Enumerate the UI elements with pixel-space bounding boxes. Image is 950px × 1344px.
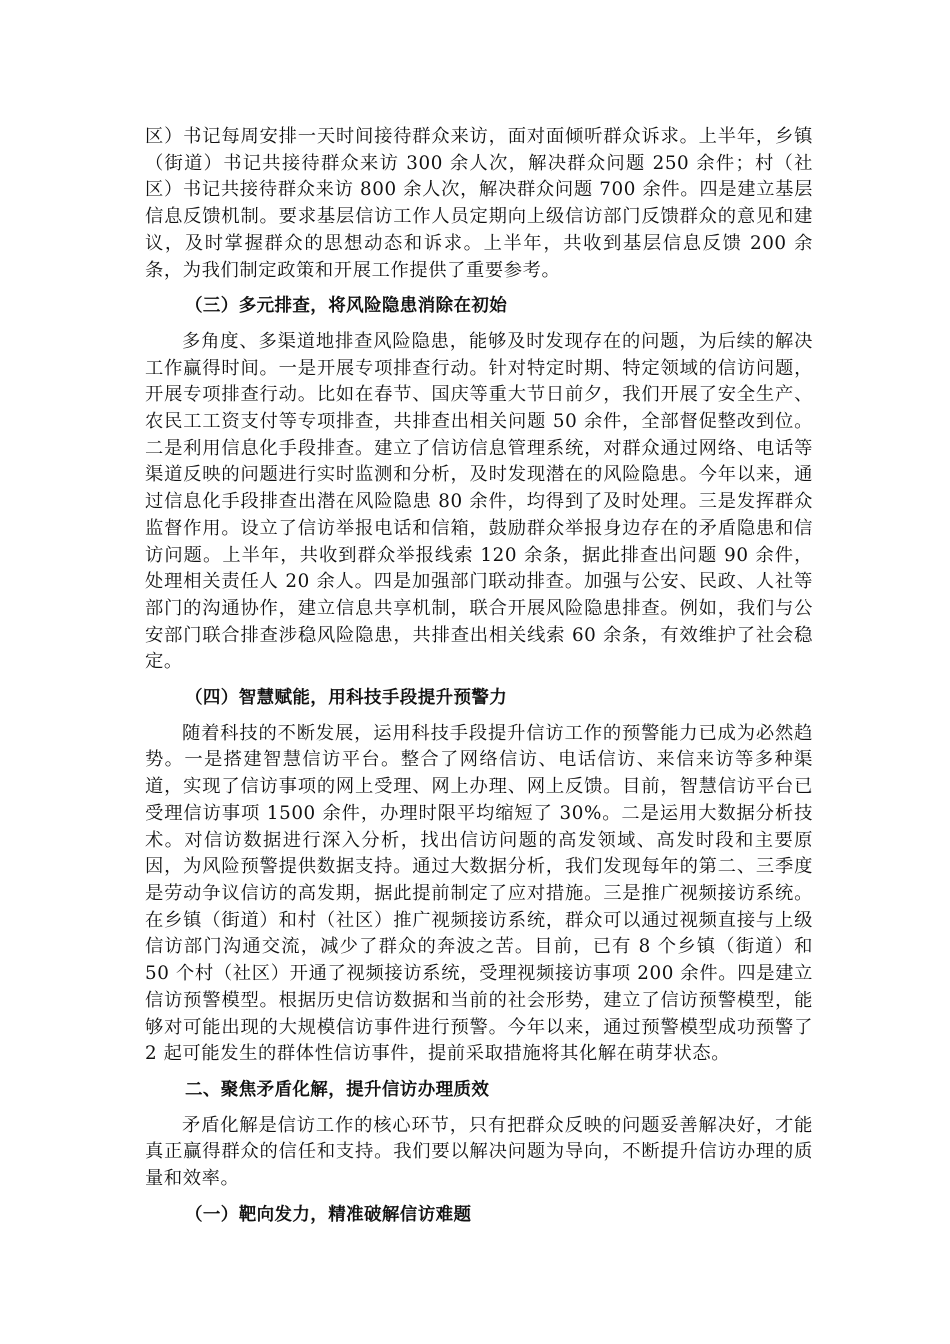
paragraph-continuation: 区）书记每周安排一天时间接待群众来访，面对面倾听群众诉求。上半年，乡镇（街道）书记共接待群众来访 300 余人次，解决群众问题 250 余件；村（社区）书记共接待群众来访 800 余人次，解决群众问题 700 余件。四是建立基层信息反馈机制。要求基层信访工作人员定期向上级信访部门反馈群众的意见和建议，及时掌握群众的思想动态和诉求。上半年，共收到基层信息反馈 200 余条，为我们制定政策和开展工作提供了重要参考。 bbox=[145, 126, 813, 281]
section-heading-3: （三）多元排查，将风险隐患消除在初始 bbox=[185, 296, 508, 317]
paragraph-smart-empowerment: 随着科技的不断发展，运用科技手段提升信访工作的预警能力已成为必然趋势。一是搭建智慧信访平台。整合了网络信访、电话信访、来信来访等多种渠道，实现了信访事项的网上受理、网上办理、网上反馈。目前，智慧信访平台已受理信访事项 1500 余件，办理时限平均缩短了 30%。二是运用大数据分析技术。对信访数据进行深入分析，找出信访问题的高发领域、高发时段和主要原因，为风险预警提供数据支持。通过大数据分析，我们发现每年的第二、三季度是劳动争议信访的高发期，据此提前制定了应对措施。三是推广视频接访系统。在乡镇（街道）和村（社区）推广视频接访系统，群众可以通过视频直接与上级信访部门沟通交流，减少了群众的奔波之苦。目前，已有 8 个乡镇（街道）和 50 个村（社区）开通了视频接访系统，受理视频接访事项 200 余件。四是建立信访预警模型。根据历史信访数据和当前的社会形势，建立了信访预警模型，能够对可能出现的大规模信访事件进行预警。今年以来，通过预警模型成功预警了 2 起可能发生的群体性信访事件，提前采取措施将其化解在萌芽状态。 bbox=[145, 722, 813, 1065]
paragraph-conflict-resolution: 矛盾化解是信访工作的核心环节，只有把群众反映的问题妥善解决好，才能真正赢得群众的信任和支持。我们要以解决问题为导向，不断提升信访办理的质量和效率。 bbox=[145, 1114, 813, 1190]
chapter-heading-2: 二、聚焦矛盾化解，提升信访办理质效 bbox=[185, 1079, 490, 1100]
section-heading-2-1: （一）靶向发力，精准破解信访难题 bbox=[185, 1204, 472, 1225]
document-body bbox=[145, 124, 813, 1237]
section-heading-4: （四）智慧赋能，用科技手段提升预警力 bbox=[185, 688, 508, 709]
paragraph-risk-screening: 多角度、多渠道地排查风险隐患，能够及时发现存在的问题，为后续的解决工作赢得时间。一是开展专项排查行动。针对特定时期、特定领域的信访问题，开展专项排查行动。比如在春节、国庆等重大节日前夕，我们开展了安全生产、农民工工资支付等专项排查，共排查出相关问题 50 余件，全部督促整改到位。二是利用信息化手段排查。建立了信访信息管理系统，对群众通过网络、电话等渠道反映的问题进行实时监测和分析，及时发现潜在的风险隐患。今年以来，通过信息化手段排查出潜在风险隐患 80 余件，均得到了及时处理。三是发挥群众监督作用。设立了信访举报电话和信箱，鼓励群众举报身边存在的矛盾隐患和信访问题。上半年，共收到群众举报线索 120 余条，据此排查出问题 90 余件，处理相关责任人 20 余人。四是加强部门联动排查。加强与公安、民政、人社等部门的沟通协作，建立信息共享机制，联合开展风险隐患排查。例如，我们与公安部门联合排查涉稳风险隐患，共排查出相关线索 60 余条，有效维护了社会稳定。 bbox=[145, 330, 813, 673]
